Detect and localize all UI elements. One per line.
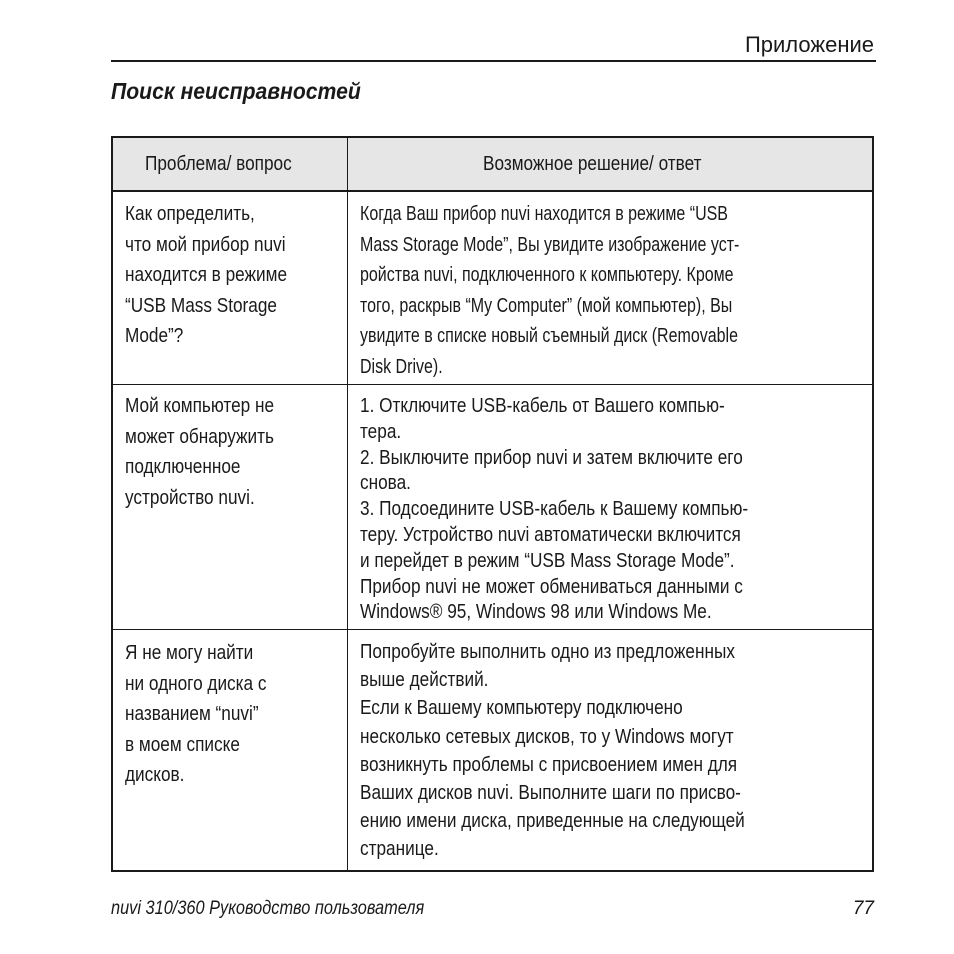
solution-line: 2. Выключите прибор nuvi и затем включите его <box>360 446 743 469</box>
problem-line: Mode”? <box>125 325 184 347</box>
problem-cell <box>113 192 348 384</box>
column-header-solution <box>348 138 872 190</box>
solution-line: 3. Подсоедините USB-кабель к Вашему компью- <box>360 498 749 521</box>
table-header-row <box>113 138 872 191</box>
problem-line: Я не могу найти <box>125 642 254 664</box>
header-rule <box>111 60 876 62</box>
problem-line: подключенное <box>125 456 241 478</box>
table-row <box>113 629 872 870</box>
solution-line: ройства nuvi, подключенного к компьютеру. Кроме <box>360 264 734 286</box>
problem-line: находится в режиме <box>125 264 288 286</box>
problem-line: может обнаружить <box>125 425 274 448</box>
page-number: 77 <box>852 898 874 919</box>
solution-line: того, раскрыв “My Computer” (мой компьютер), Вы <box>360 294 733 317</box>
solution-line: теру. Устройство nuvi автоматически включится <box>360 523 741 546</box>
solution-line: Mass Storage Mode”, Вы увидите изображение уст- <box>360 233 740 256</box>
problem-cell <box>113 385 348 629</box>
problem-line: устройство nuvi. <box>125 486 255 509</box>
problem-line: что мой прибор nuvi <box>125 233 286 256</box>
solution-line: Ваших дисков nuvi. Выполните шаги по присво- <box>360 782 741 805</box>
running-header: Приложение <box>744 32 874 57</box>
solution-line: Попробуйте выполнить одно из предложенных <box>360 641 735 663</box>
solution-line: и перейдет в режим “USB Mass Storage Mode”. <box>360 549 735 572</box>
table-row <box>113 191 872 384</box>
solution-line: выше действий. <box>360 669 489 692</box>
column-header-label: Возможное решение/ ответ <box>482 152 702 175</box>
column-header-label: Проблема/ вопрос <box>144 152 292 175</box>
solution-line: 1. Отключите USB-кабель от Вашего компью- <box>360 395 725 417</box>
problem-line: дисков. <box>125 764 185 786</box>
solution-line: ению имени диска, приведенные на следующей <box>360 810 745 833</box>
solution-cell <box>348 630 872 870</box>
problem-line: в моем списке <box>125 733 240 756</box>
solution-cell <box>348 385 872 629</box>
solution-line: странице. <box>360 838 439 861</box>
solution-line: несколько сетевых дисков, то у Windows могут <box>360 725 734 748</box>
problem-line: Мой компьютер не <box>125 395 275 417</box>
solution-line: снова. <box>360 472 411 495</box>
column-header-problem <box>113 138 348 190</box>
solution-line: Прибор nuvi не может обмениваться данными с <box>360 575 743 598</box>
solution-line: тера. <box>360 420 402 443</box>
solution-cell <box>348 192 872 384</box>
table-row <box>113 384 872 629</box>
solution-line: увидите в списке новый съемный диск (Removable <box>360 325 738 347</box>
troubleshooting-table <box>111 136 874 872</box>
solution-line: Если к Вашему компьютеру подключено <box>360 697 683 720</box>
problem-cell <box>113 630 348 870</box>
footer-manual-title: nuvi 310/360 Руководство пользователя <box>111 898 425 919</box>
problem-line: Как определить, <box>125 203 255 225</box>
problem-line: “USB Mass Storage <box>125 294 277 317</box>
solution-line: Disk Drive). <box>360 355 443 378</box>
section-title: Поиск неисправностей <box>111 78 361 104</box>
solution-line: Когда Ваш прибор nuvi находится в режиме “USB <box>360 203 728 225</box>
solution-line: Windows® 95, Windows 98 или Windows Me. <box>360 601 712 624</box>
solution-line: возникнуть проблемы с присвоением имен для <box>360 753 738 776</box>
problem-line: названием “nuvi” <box>125 703 259 725</box>
problem-line: ни одного диска с <box>125 672 267 695</box>
